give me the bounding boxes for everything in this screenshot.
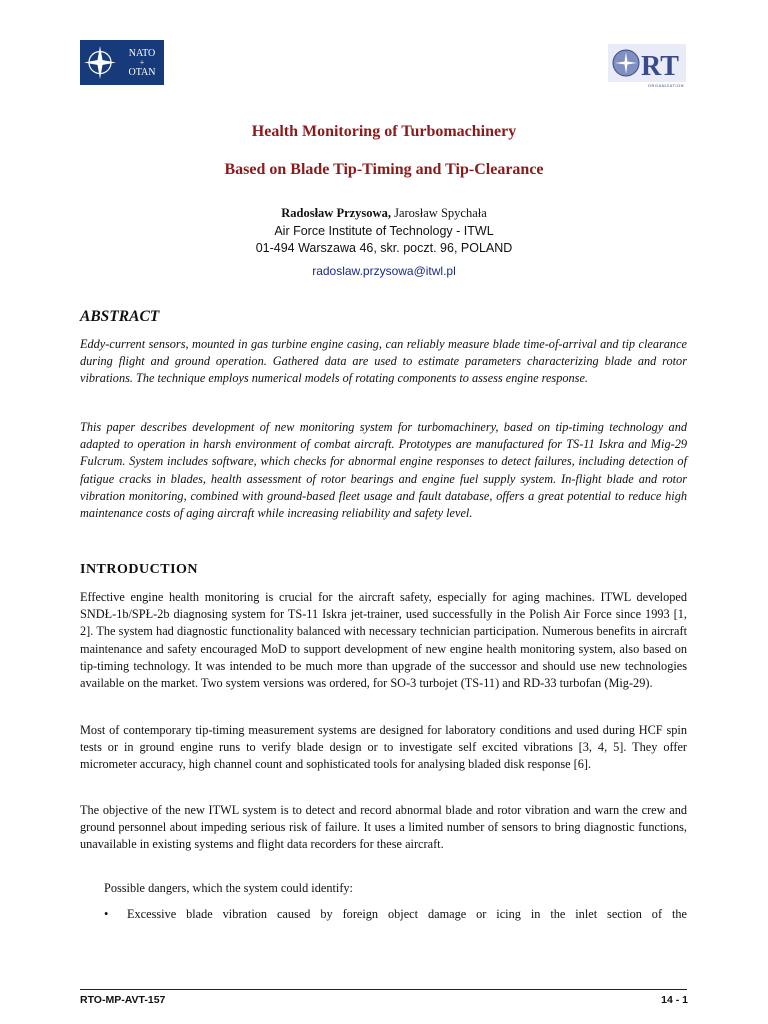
intro-paragraph-3: The objective of the new ITWL system is to detect and record abnormal blade and rotor vibration and warn the crew and ground personnel about impeding serious risk of failure. It uses a limited number of sensors to bring diagnostic functions, unavailable in existing systems and flight data recorders for these aircraft.	[80, 803, 687, 852]
introduction-heading: INTRODUCTION	[80, 562, 199, 577]
author-names	[0, 205, 768, 223]
nato-compass-icon	[80, 40, 120, 85]
intro-paragraph-2: Most of contemporary tip-timing measurement systems are designed for laboratory conditions and used during HCF spin tests or in ground engine runs to verify blade design or to investigate self excited vibrations [3, 4, 5]. They offer micrometer accuracy, high channel count and sophisticated tools for analysing bladed disk response [6].	[80, 723, 687, 772]
nato-text: NATO	[128, 47, 156, 59]
paper-title-line-1: Health Monitoring of Turbomachinery	[251, 123, 517, 140]
co-author: Jarosław Spychała	[390, 206, 487, 220]
author-institute: Air Force Institute of Technology - ITWL	[274, 223, 494, 238]
intro-paragraph-4: Possible dangers, which the system could identify:	[104, 881, 353, 895]
paper-title-line-2: Based on Blade Tip-Timing and Tip-Clearance	[224, 161, 544, 178]
footer-rule	[80, 989, 687, 990]
rto-letters: RT	[641, 51, 679, 82]
nato-otan-wordmark	[120, 40, 164, 85]
lead-author: Radosław Przysowa,	[281, 206, 391, 220]
rto-emblem-icon	[604, 42, 688, 88]
author-block	[0, 205, 768, 258]
footer-page-number: 14 - 1	[661, 994, 688, 1006]
author-address: 01-494 Warszawa 46, skr. poczt. 96, POLAND	[255, 241, 513, 255]
nato-otan-logo	[80, 40, 164, 85]
rto-caption: ORGANIZATION	[647, 83, 684, 88]
abstract-heading: ABSTRACT	[80, 308, 160, 325]
abstract-paragraph-1: Eddy-current sensors, mounted in gas turbine engine casing, can reliably measure blade time-of-arrival and tip clearance during flight and ground operation. Gathered data are used to estimate parameters characterizing blade and rotor vibrations. The technique employs numerical models of rotating components to assess engine response.	[80, 337, 687, 386]
otan-text: OTAN	[128, 66, 156, 78]
logo-plus: +	[139, 57, 145, 67]
bullet-icon: •	[104, 907, 109, 921]
abstract-paragraph-2: This paper describes development of new monitoring system for turbomachinery, based on tip-timing technology and adapted to operation in harsh environment of combat aircraft. Prototypes are manufactured for TS-11 Iskra and Mig-29 Fulcrum. System includes software, which checks for abnormal engine responses to detect failures, including detection of fatigue cracks in blades, health assessment of rotor bearings and engine fuel supply system. In-flight blade and rotor vibration monitoring, combined with ground-based fleet usage and fault database, offers a great potential to reduce high maintenance costs of aging aircraft while increasing reliability and safety level.	[80, 420, 687, 521]
intro-paragraph-1: Effective engine health monitoring is crucial for the aircraft safety, especially for aging machines. ITWL developed SNDŁ-1b/SPŁ-2b diagnosing system for TS-11 Iskra jet-trainer, used successfully in the Polish Air Force since 1993 [1, 2]. The system had diagnostic functionality balanced with necessary technician participation. Numerous benefits in aircraft maintenance and safety encouraged MoD to support development of new engine health monitoring system, also based on tip-timing technology. It was intended to be much more than upgrade of the successor and should use new technologies available on the market. Two system versions was ordered, for SO-3 turbojet (TS-11) and RD-33 turbofan (Mig-29).	[80, 590, 687, 691]
bullet-item-1: Excessive blade vibration caused by foreign object damage or icing in the inlet section of the	[127, 907, 687, 921]
rto-logo	[604, 42, 688, 88]
author-email[interactable]: radoslaw.przysowa@itwl.pl	[312, 264, 456, 278]
footer-document-id: RTO-MP-AVT-157	[80, 994, 166, 1006]
